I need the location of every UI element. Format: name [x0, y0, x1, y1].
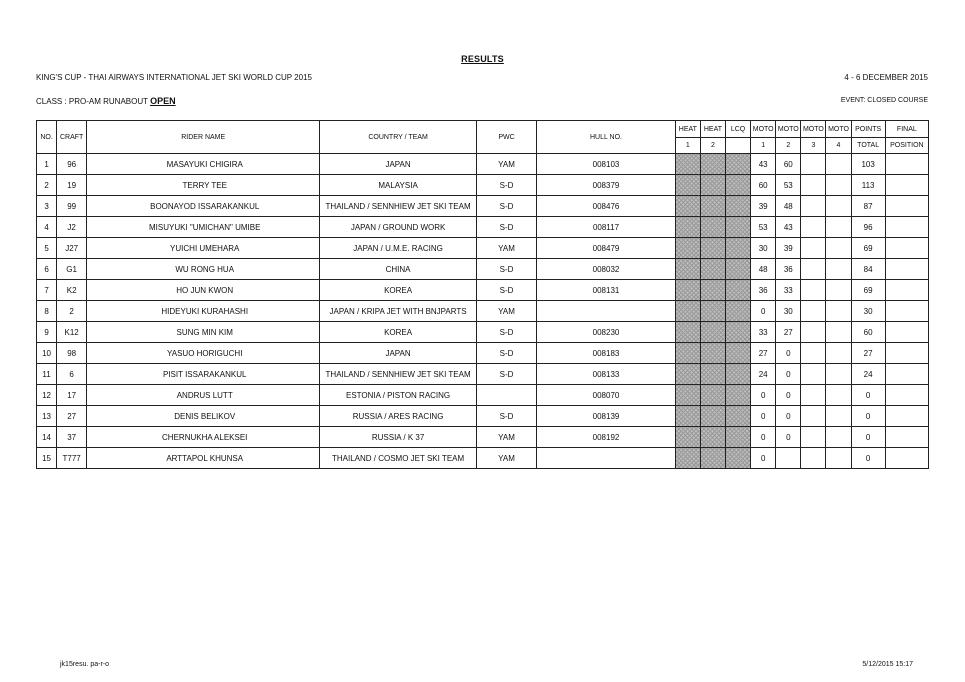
- cell-moto1: 33: [751, 322, 776, 343]
- cell-no: 8: [37, 301, 57, 322]
- cell-moto1: 53: [751, 217, 776, 238]
- cell-no: 12: [37, 385, 57, 406]
- cell-moto3: [801, 154, 826, 175]
- cell-hull: 008479: [537, 238, 676, 259]
- cell-final: [885, 364, 928, 385]
- cell-moto3: [801, 280, 826, 301]
- cell-craft: G1: [57, 259, 87, 280]
- cell-craft: 96: [57, 154, 87, 175]
- cell-moto1: 43: [751, 154, 776, 175]
- cell-rider: YASUO HORIGUCHI: [87, 343, 320, 364]
- cell-total: 69: [851, 280, 885, 301]
- cell-total: 69: [851, 238, 885, 259]
- cell-total: 30: [851, 301, 885, 322]
- cell-total: 0: [851, 385, 885, 406]
- cell-moto1: 30: [751, 238, 776, 259]
- table-row: [37, 280, 929, 301]
- col-lcq-sub: [726, 138, 751, 154]
- cell-country: JAPAN: [320, 154, 477, 175]
- cell-total: 27: [851, 343, 885, 364]
- col-craft: CRAFT: [57, 121, 87, 154]
- cell-moto1: 60: [751, 175, 776, 196]
- cell-lcq: [726, 322, 751, 343]
- cell-pwc: S-D: [476, 280, 536, 301]
- table-row: [37, 175, 929, 196]
- col-heat1: HEAT: [675, 121, 700, 138]
- cell-total: 0: [851, 448, 885, 469]
- cell-moto3: [801, 343, 826, 364]
- cell-heat1: [675, 406, 700, 427]
- cell-rider: MISUYUKI "UMICHAN" UMIBE: [87, 217, 320, 238]
- cell-heat2: [700, 322, 725, 343]
- cell-pwc: S-D: [476, 343, 536, 364]
- cell-pwc: S-D: [476, 217, 536, 238]
- table-row: [37, 196, 929, 217]
- cell-moto3: [801, 301, 826, 322]
- col-moto4-sub: 4: [826, 138, 851, 154]
- cell-country: THAILAND / SENNHIEW JET SKI TEAM: [320, 364, 477, 385]
- col-final: FINAL: [885, 121, 928, 138]
- cell-rider: SUNG MIN KIM: [87, 322, 320, 343]
- cell-country: JAPAN / KRIPA JET WITH BNJPARTS: [320, 301, 477, 322]
- cell-craft: J2: [57, 217, 87, 238]
- cell-hull: 008070: [537, 385, 676, 406]
- cell-craft: K12: [57, 322, 87, 343]
- cell-no: 5: [37, 238, 57, 259]
- cell-hull: [537, 448, 676, 469]
- cell-country: KOREA: [320, 322, 477, 343]
- cell-rider: ANDRUS LUTT: [87, 385, 320, 406]
- cell-final: [885, 406, 928, 427]
- page-title: RESULTS: [461, 54, 504, 64]
- cell-craft: 17: [57, 385, 87, 406]
- cell-moto4: [826, 406, 851, 427]
- cell-moto2: 27: [776, 322, 801, 343]
- cell-final: [885, 301, 928, 322]
- cell-moto4: [826, 385, 851, 406]
- cell-rider: YUICHI UMEHARA: [87, 238, 320, 259]
- cell-craft: 99: [57, 196, 87, 217]
- cell-pwc: S-D: [476, 364, 536, 385]
- cell-rider: WU RONG HUA: [87, 259, 320, 280]
- cell-hull: 008476: [537, 196, 676, 217]
- table-row: [37, 259, 929, 280]
- cell-heat2: [700, 280, 725, 301]
- cell-hull: 008139: [537, 406, 676, 427]
- cell-craft: 2: [57, 301, 87, 322]
- cell-moto2: 48: [776, 196, 801, 217]
- cell-final: [885, 154, 928, 175]
- cell-pwc: S-D: [476, 406, 536, 427]
- cell-moto4: [826, 175, 851, 196]
- cell-final: [885, 280, 928, 301]
- cell-heat2: [700, 175, 725, 196]
- cell-hull: 008192: [537, 427, 676, 448]
- cell-moto4: [826, 280, 851, 301]
- cell-moto3: [801, 217, 826, 238]
- col-points-sub: TOTAL: [851, 138, 885, 154]
- cell-total: 0: [851, 406, 885, 427]
- cell-heat1: [675, 364, 700, 385]
- col-heat2-sub: 2: [700, 138, 725, 154]
- cell-craft: 19: [57, 175, 87, 196]
- cell-lcq: [726, 280, 751, 301]
- col-hull: HULL NO.: [537, 121, 676, 154]
- cell-pwc: YAM: [476, 427, 536, 448]
- class-name: OPEN: [150, 96, 176, 106]
- cell-country: JAPAN: [320, 343, 477, 364]
- cell-country: KOREA: [320, 280, 477, 301]
- cell-country: THAILAND / SENNHIEW JET SKI TEAM: [320, 196, 477, 217]
- cell-moto3: [801, 175, 826, 196]
- cell-moto2: 0: [776, 364, 801, 385]
- cell-craft: 27: [57, 406, 87, 427]
- cell-pwc: YAM: [476, 448, 536, 469]
- col-moto1: MOTO: [751, 121, 776, 138]
- cell-lcq: [726, 406, 751, 427]
- col-moto4: MOTO: [826, 121, 851, 138]
- cell-country: RUSSIA / K 37: [320, 427, 477, 448]
- cell-no: 10: [37, 343, 57, 364]
- cell-moto1: 0: [751, 406, 776, 427]
- cell-total: 113: [851, 175, 885, 196]
- cell-moto4: [826, 154, 851, 175]
- cell-craft: J27: [57, 238, 87, 259]
- cell-heat1: [675, 196, 700, 217]
- cell-lcq: [726, 448, 751, 469]
- table-row: [37, 406, 929, 427]
- cell-moto3: [801, 259, 826, 280]
- table-row: [37, 385, 929, 406]
- cell-moto2: 60: [776, 154, 801, 175]
- cell-moto4: [826, 238, 851, 259]
- cell-country: MALAYSIA: [320, 175, 477, 196]
- cell-moto1: 48: [751, 259, 776, 280]
- cell-craft: 98: [57, 343, 87, 364]
- cell-moto4: [826, 322, 851, 343]
- cell-heat2: [700, 217, 725, 238]
- cell-total: 96: [851, 217, 885, 238]
- cell-lcq: [726, 196, 751, 217]
- cell-heat2: [700, 238, 725, 259]
- cell-moto3: [801, 322, 826, 343]
- cell-hull: 008379: [537, 175, 676, 196]
- cell-lcq: [726, 238, 751, 259]
- cell-lcq: [726, 385, 751, 406]
- cell-heat2: [700, 154, 725, 175]
- event-name: KING'S CUP - THAI AIRWAYS INTERNATIONAL JET SKI WORLD CUP 2015: [36, 73, 312, 82]
- cell-final: [885, 322, 928, 343]
- class-prefix: CLASS : PRO-AM RUNABOUT: [36, 97, 148, 106]
- cell-moto2: 39: [776, 238, 801, 259]
- cell-total: 87: [851, 196, 885, 217]
- cell-no: 4: [37, 217, 57, 238]
- col-moto2: MOTO: [776, 121, 801, 138]
- cell-pwc: S-D: [476, 196, 536, 217]
- cell-heat2: [700, 259, 725, 280]
- cell-moto4: [826, 301, 851, 322]
- table-row: [37, 154, 929, 175]
- col-heat1-sub: 1: [675, 138, 700, 154]
- cell-no: 15: [37, 448, 57, 469]
- cell-lcq: [726, 175, 751, 196]
- cell-pwc: S-D: [476, 322, 536, 343]
- cell-moto1: 36: [751, 280, 776, 301]
- results-table: [36, 120, 929, 469]
- col-points: POINTS: [851, 121, 885, 138]
- col-pwc: PWC: [476, 121, 536, 154]
- cell-no: 2: [37, 175, 57, 196]
- cell-pwc: S-D: [476, 175, 536, 196]
- cell-country: JAPAN / GROUND WORK: [320, 217, 477, 238]
- cell-lcq: [726, 343, 751, 364]
- col-final-sub: POSITION: [885, 138, 928, 154]
- cell-moto2: 53: [776, 175, 801, 196]
- cell-moto4: [826, 343, 851, 364]
- cell-lcq: [726, 427, 751, 448]
- cell-pwc: S-D: [476, 259, 536, 280]
- cell-total: 103: [851, 154, 885, 175]
- table-row: [37, 238, 929, 259]
- results-body: [37, 154, 929, 469]
- cell-lcq: [726, 154, 751, 175]
- cell-hull: 008131: [537, 280, 676, 301]
- cell-pwc: [476, 385, 536, 406]
- cell-country: RUSSIA / ARES RACING: [320, 406, 477, 427]
- cell-no: 7: [37, 280, 57, 301]
- cell-country: CHINA: [320, 259, 477, 280]
- cell-no: 9: [37, 322, 57, 343]
- table-row: [37, 364, 929, 385]
- cell-craft: 6: [57, 364, 87, 385]
- cell-hull: 008230: [537, 322, 676, 343]
- cell-hull: [537, 301, 676, 322]
- cell-moto4: [826, 259, 851, 280]
- cell-pwc: YAM: [476, 154, 536, 175]
- cell-moto1: 24: [751, 364, 776, 385]
- cell-rider: MASAYUKI CHIGIRA: [87, 154, 320, 175]
- cell-pwc: YAM: [476, 238, 536, 259]
- cell-moto4: [826, 427, 851, 448]
- event-type: EVENT: CLOSED COURSE: [840, 97, 928, 104]
- cell-final: [885, 385, 928, 406]
- cell-heat1: [675, 259, 700, 280]
- cell-moto4: [826, 364, 851, 385]
- cell-final: [885, 448, 928, 469]
- cell-rider: PISIT ISSARAKANKUL: [87, 364, 320, 385]
- cell-final: [885, 343, 928, 364]
- cell-heat1: [675, 175, 700, 196]
- cell-rider: BOONAYOD ISSARAKANKUL: [87, 196, 320, 217]
- col-moto1-sub: 1: [751, 138, 776, 154]
- col-moto2-sub: 2: [776, 138, 801, 154]
- class-line: [36, 96, 176, 106]
- cell-moto3: [801, 238, 826, 259]
- cell-rider: TERRY TEE: [87, 175, 320, 196]
- cell-moto2: 0: [776, 406, 801, 427]
- cell-moto2: [776, 448, 801, 469]
- cell-moto2: 36: [776, 259, 801, 280]
- cell-final: [885, 238, 928, 259]
- cell-no: 11: [37, 364, 57, 385]
- cell-no: 1: [37, 154, 57, 175]
- cell-no: 13: [37, 406, 57, 427]
- cell-heat1: [675, 154, 700, 175]
- cell-heat1: [675, 343, 700, 364]
- cell-moto1: 0: [751, 427, 776, 448]
- col-country: COUNTRY / TEAM: [320, 121, 477, 154]
- cell-moto2: 0: [776, 427, 801, 448]
- cell-craft: T777: [57, 448, 87, 469]
- cell-heat1: [675, 385, 700, 406]
- cell-lcq: [726, 217, 751, 238]
- cell-final: [885, 217, 928, 238]
- cell-country: ESTONIA / PISTON RACING: [320, 385, 477, 406]
- cell-moto4: [826, 217, 851, 238]
- cell-lcq: [726, 259, 751, 280]
- cell-country: JAPAN / U.M.E. RACING: [320, 238, 477, 259]
- cell-moto2: 33: [776, 280, 801, 301]
- cell-rider: ARTTAPOL KHUNSA: [87, 448, 320, 469]
- table-row: [37, 322, 929, 343]
- cell-moto3: [801, 196, 826, 217]
- col-lcq: LCQ: [726, 121, 751, 138]
- cell-heat1: [675, 448, 700, 469]
- cell-final: [885, 196, 928, 217]
- footer-file: jk15resu. pa-r-o: [60, 661, 110, 668]
- table-row: [37, 217, 929, 238]
- col-no: NO.: [37, 121, 57, 154]
- cell-total: 60: [851, 322, 885, 343]
- cell-rider: DENIS BELIKOV: [87, 406, 320, 427]
- cell-heat1: [675, 301, 700, 322]
- cell-moto4: [826, 196, 851, 217]
- cell-heat1: [675, 280, 700, 301]
- cell-moto1: 0: [751, 385, 776, 406]
- footer-timestamp: 5/12/2015 15:17: [862, 661, 913, 668]
- cell-heat2: [700, 301, 725, 322]
- cell-lcq: [726, 301, 751, 322]
- cell-moto2: 43: [776, 217, 801, 238]
- cell-no: 6: [37, 259, 57, 280]
- col-moto3: MOTO: [801, 121, 826, 138]
- cell-moto2: 30: [776, 301, 801, 322]
- cell-final: [885, 427, 928, 448]
- cell-moto1: 27: [751, 343, 776, 364]
- cell-heat2: [700, 364, 725, 385]
- cell-total: 0: [851, 427, 885, 448]
- cell-rider: HO JUN KWON: [87, 280, 320, 301]
- cell-moto1: 39: [751, 196, 776, 217]
- cell-moto2: 0: [776, 385, 801, 406]
- header-row: [37, 121, 929, 138]
- col-moto3-sub: 3: [801, 138, 826, 154]
- cell-final: [885, 175, 928, 196]
- cell-pwc: YAM: [476, 301, 536, 322]
- cell-craft: K2: [57, 280, 87, 301]
- cell-total: 24: [851, 364, 885, 385]
- cell-moto3: [801, 364, 826, 385]
- cell-heat2: [700, 427, 725, 448]
- cell-heat2: [700, 385, 725, 406]
- cell-country: THAILAND / COSMO JET SKI TEAM: [320, 448, 477, 469]
- cell-heat2: [700, 196, 725, 217]
- col-heat2: HEAT: [700, 121, 725, 138]
- cell-total: 84: [851, 259, 885, 280]
- cell-heat1: [675, 427, 700, 448]
- cell-hull: 008117: [537, 217, 676, 238]
- col-rider: RIDER NAME: [87, 121, 320, 154]
- event-dates: 4 - 6 DECEMBER 2015: [844, 73, 928, 82]
- cell-moto3: [801, 448, 826, 469]
- cell-hull: 008032: [537, 259, 676, 280]
- cell-rider: CHERNUKHA ALEKSEI: [87, 427, 320, 448]
- cell-final: [885, 259, 928, 280]
- table-row: [37, 427, 929, 448]
- cell-hull: 008133: [537, 364, 676, 385]
- cell-heat1: [675, 322, 700, 343]
- table-row: [37, 448, 929, 469]
- cell-heat2: [700, 406, 725, 427]
- cell-moto1: 0: [751, 301, 776, 322]
- cell-heat1: [675, 238, 700, 259]
- cell-craft: 37: [57, 427, 87, 448]
- cell-hull: 008183: [537, 343, 676, 364]
- cell-moto2: 0: [776, 343, 801, 364]
- cell-rider: HIDEYUKI KURAHASHI: [87, 301, 320, 322]
- cell-moto4: [826, 448, 851, 469]
- cell-no: 3: [37, 196, 57, 217]
- cell-heat1: [675, 217, 700, 238]
- cell-heat2: [700, 448, 725, 469]
- cell-heat2: [700, 343, 725, 364]
- cell-moto3: [801, 385, 826, 406]
- cell-no: 14: [37, 427, 57, 448]
- table-row: [37, 343, 929, 364]
- cell-lcq: [726, 364, 751, 385]
- cell-moto1: 0: [751, 448, 776, 469]
- cell-moto3: [801, 406, 826, 427]
- cell-hull: 008103: [537, 154, 676, 175]
- cell-moto3: [801, 427, 826, 448]
- table-row: [37, 301, 929, 322]
